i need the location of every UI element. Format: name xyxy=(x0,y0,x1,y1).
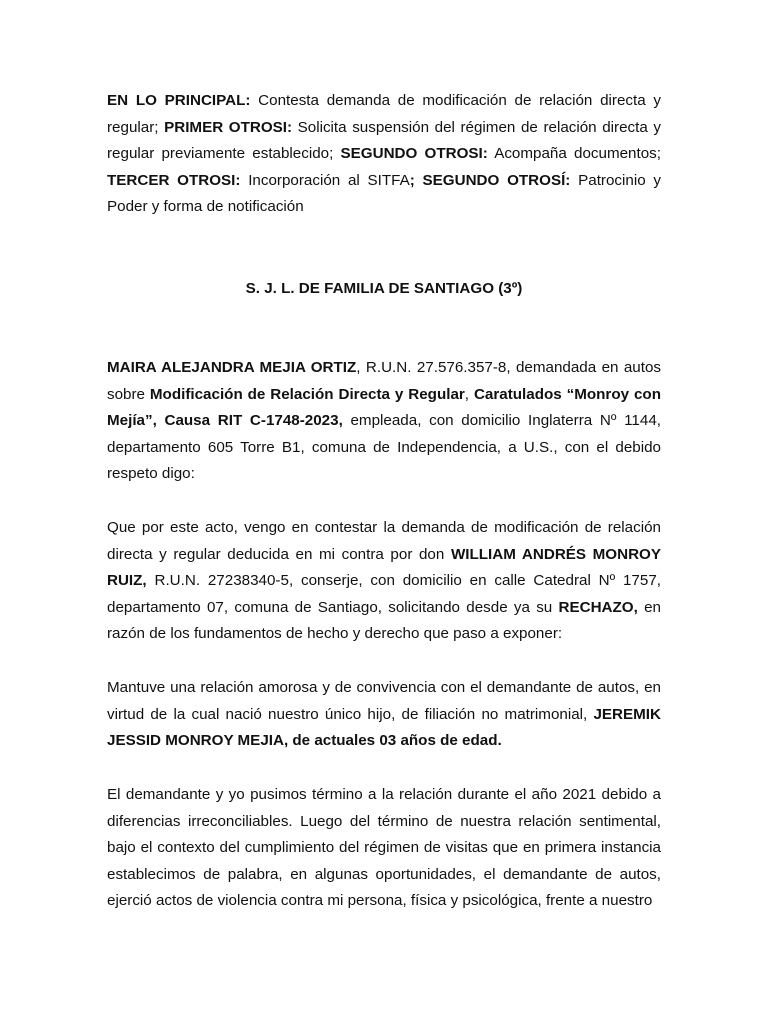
sumilla-paragraph xyxy=(107,88,661,221)
text-run: JEREMIK JESSID MONROY MEJIA, de actuales 03 años de edad. xyxy=(107,705,661,750)
separation-paragraph xyxy=(107,782,661,915)
relationship-paragraph xyxy=(107,675,661,755)
text-run: Solicita suspensión del régimen de relación directa y regular previamente establecido; xyxy=(107,118,661,163)
text-run: Patrocinio y Poder y forma de notificación xyxy=(107,171,661,216)
text-run: RECHAZO, xyxy=(558,598,638,616)
text-run: TERCER OTROSI: xyxy=(107,171,241,189)
text-run: Incorporación al SITFA xyxy=(240,171,410,189)
contest-paragraph xyxy=(107,515,661,648)
text-run: empleada, con domicilio Inglaterra Nº 1144, departamento 605 Torre B1, comuna de Independencia, a U.S., con el debido respeto digo: xyxy=(107,412,661,483)
text-run: El demandante y yo pusimos término a la relación durante el año 2021 debido a diferencias irreconciliables. Luego del término de nuestra relación sentimental, bajo el contexto del cumplimiento del régimen de visitas que en primera instancia establecimos de palabra, en algunas oportunidades, el demandante de autos, ejerció actos de violencia contra mi persona, física y psicológica, frente a nuestro xyxy=(107,786,661,910)
text-run: Que por este acto, vengo en contestar la demanda de modificación de relación directa y regular deducida en mi contra por don xyxy=(107,519,661,563)
court-heading: S. J. L. DE FAMILIA DE SANTIAGO (3º) xyxy=(245,280,523,297)
text-run: MAIRA ALEJANDRA MEJIA ORTIZ xyxy=(107,359,357,376)
text-run: Mantuve una relación amorosa y de convivencia con el demandante de autos, en virtud de la cual nació nuestro único hijo, de filiación no matrimonial, xyxy=(107,679,661,723)
text-run: en razón de los fundamentos de hecho y derecho que paso a exponer: xyxy=(107,598,661,643)
text-run: EN LO PRINCIPAL: xyxy=(107,92,251,109)
text-run: , xyxy=(464,385,474,403)
text-run: Caratulados “Monroy con Mejía”, Causa RIT C-1748-2023, xyxy=(107,385,661,430)
party-intro-paragraph xyxy=(107,355,661,488)
text-run: Modificación de Relación Directa y Regular xyxy=(149,385,465,403)
text-run: Acompaña documentos; xyxy=(487,145,661,163)
text-run: Contesta demanda de modificación de relación directa y regular; xyxy=(107,92,661,136)
text-run: , R.U.N. 27.576.357-8, demandada en autos sobre xyxy=(107,359,661,403)
text-run: WILLIAM ANDRÉS MONROY RUIZ, xyxy=(107,545,661,590)
text-run: PRIMER OTROSI: xyxy=(164,118,293,136)
text-run: SEGUNDO OTROSI: xyxy=(340,145,488,163)
text-run: R.U.N. 27238340-5, conserje, con domicilio en calle Catedral Nº 1757, departamento 07, comuna de Santiago, solicitando desde ya su xyxy=(107,572,661,616)
text-run: ; SEGUNDO OTROSÍ: xyxy=(409,171,571,189)
